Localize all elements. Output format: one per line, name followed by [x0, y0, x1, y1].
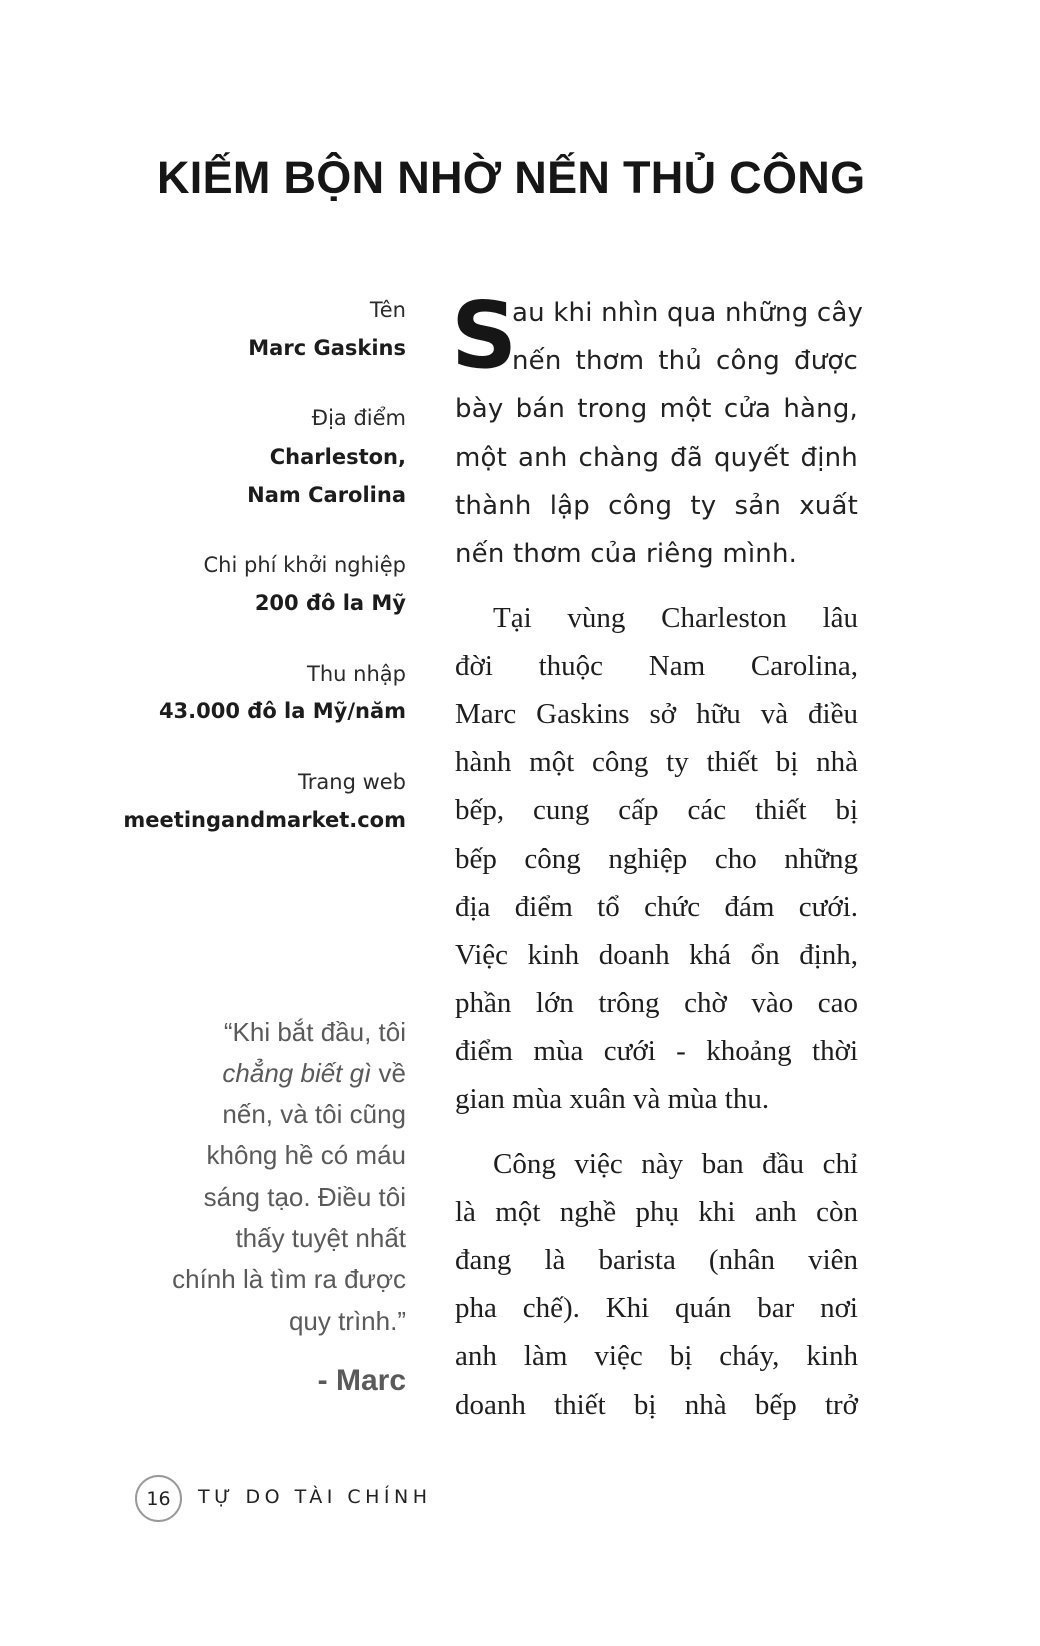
body-line: điểm mùa cưới - khoảng thời — [455, 1034, 858, 1067]
body-line: doanh thiết bị nhà bếp trở — [455, 1388, 858, 1421]
body-line: là một nghề phụ khi anh còn — [455, 1196, 858, 1229]
website-label: Trang web — [298, 770, 406, 794]
startup-cost-value: 200 đô la Mỹ — [254, 591, 406, 615]
quote-line: thấy tuyệt nhất — [235, 1223, 406, 1253]
body-line: hành một công ty thiết bị nhà — [455, 746, 858, 779]
quote-line: sáng tạo. Điều tôi — [203, 1182, 406, 1212]
location-value-2: Nam Carolina — [247, 483, 406, 507]
quote-line: không hề có máu — [206, 1140, 406, 1170]
body-line: đang là barista (nhân viên — [455, 1244, 858, 1277]
body-line: thành lập công ty sản xuất — [455, 490, 858, 521]
body-line: Công việc này ban đầu chỉ — [493, 1148, 858, 1180]
body-line: nến thơm của riêng mình. — [455, 539, 798, 569]
quote-line: chính là tìm ra được — [172, 1264, 406, 1294]
body-line: bày bán trong một cửa hàng, — [455, 394, 858, 425]
quote-line — [222, 1058, 406, 1089]
location-label: Địa điểm — [311, 406, 406, 430]
body-line: phần lớn trông chờ vào cao — [455, 986, 858, 1019]
page-number: 16 — [135, 1475, 182, 1522]
body-line: bếp công nghiệp cho những — [455, 842, 858, 875]
body-line: Marc Gaskins sở hữu và điều — [455, 698, 858, 731]
body-line: au khi nhìn qua những cây — [512, 298, 864, 328]
body-line: pha chế). Khi quán bar nơi — [455, 1292, 858, 1325]
running-footer-title: TỰ DO TÀI CHÍNH — [198, 1486, 432, 1508]
body-line: nến thơm thủ công được — [512, 346, 858, 377]
body-line: đời thuộc Nam Carolina, — [455, 650, 858, 683]
quote-text: về — [371, 1058, 406, 1088]
income-value: 43.000 đô la Mỹ/năm — [158, 699, 406, 723]
location-value-1: Charleston, — [269, 445, 406, 469]
body-line: Tại vùng Charleston lâu — [493, 602, 858, 634]
body-line: một anh chàng đã quyết định — [455, 442, 858, 473]
quote-line: nến, và tôi cũng — [222, 1099, 406, 1129]
quote-line: “Khi bắt đầu, tôi — [223, 1017, 406, 1047]
quote-emphasis: chẳng biết gì — [222, 1058, 372, 1088]
body-line: Việc kinh doanh khá ổn định, — [455, 938, 858, 971]
name-value: Marc Gaskins — [248, 336, 406, 360]
body-line: địa điểm tổ chức đám cưới. — [455, 890, 858, 923]
income-label: Thu nhập — [307, 662, 406, 686]
quote-line: quy trình.” — [288, 1306, 406, 1336]
quote-author: - Marc — [317, 1364, 406, 1397]
body-line: bếp, cung cấp các thiết bị — [455, 794, 858, 827]
name-label: Tên — [369, 298, 406, 322]
chapter-title: KIẾM BỘN NHỜ NẾN THỦ CÔNG — [157, 152, 866, 203]
drop-cap: S — [451, 282, 518, 389]
body-line: anh làm việc bị cháy, kinh — [455, 1340, 858, 1373]
body-line: gian mùa xuân và mùa thu. — [455, 1083, 770, 1115]
startup-cost-label: Chi phí khởi nghiệp — [203, 553, 406, 577]
website-value: meetingandmarket.com — [123, 808, 406, 832]
